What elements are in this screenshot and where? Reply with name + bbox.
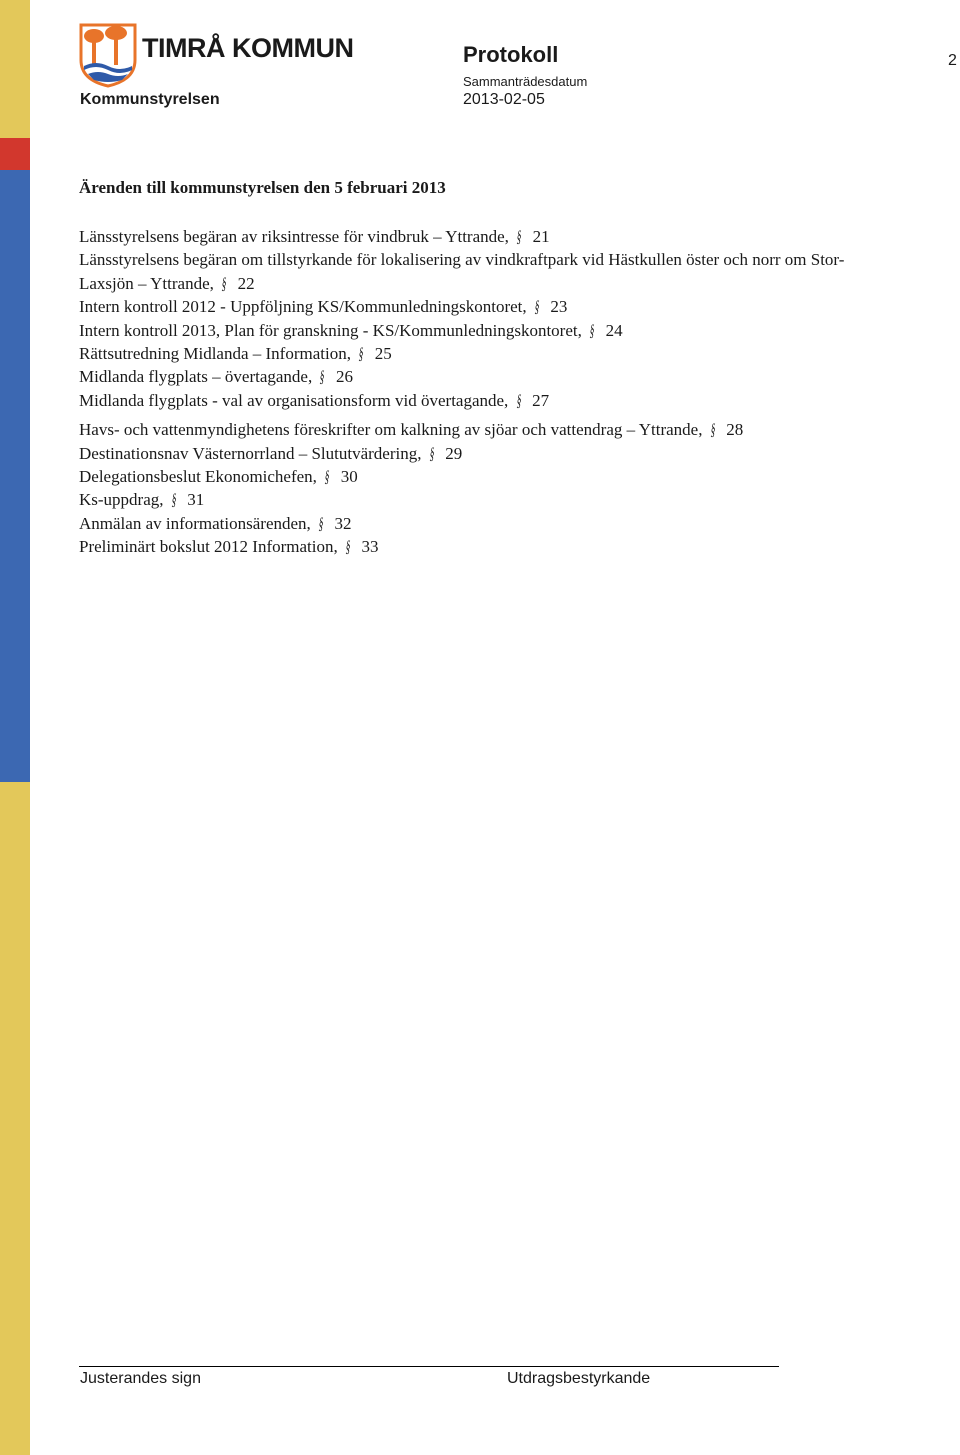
paragraph-number: 30: [340, 467, 358, 487]
agenda-item: [79, 535, 849, 558]
side-band-blue: [0, 170, 30, 782]
agenda-item-title: Havs- och vattenmyndighetens föreskrifter om kalkning av sjöar och vattendrag – Yttrande,: [79, 420, 703, 440]
paragraph-sign-icon: §: [324, 467, 331, 487]
agenda-item-title: Intern kontroll 2013, Plan för granskning - KS/Kommunledningskontoret,: [79, 320, 582, 340]
logo-text: TIMRÅ KOMMUN: [142, 33, 354, 63]
paragraph-number: 25: [374, 344, 392, 364]
meeting-date-label: Sammanträdesdatum: [463, 74, 588, 89]
paragraph-number: 22: [237, 273, 255, 293]
agenda-item-title: Länsstyrelsens begäran av riksintresse för vindbruk – Yttrande,: [79, 227, 509, 246]
agenda-item-title: Intern kontroll 2012 - Uppföljning KS/Kommunledningskontoret,: [79, 297, 527, 317]
paragraph-number: 24: [605, 320, 623, 340]
agenda-item: [79, 295, 849, 318]
agenda-item: [79, 389, 849, 412]
agenda-item: [79, 442, 849, 465]
paragraph-sign-icon: §: [317, 513, 325, 533]
agenda-item-title: Midlanda flygplats - val av organisationsform vid övertagande,: [79, 390, 509, 410]
agenda-item: [79, 465, 849, 488]
side-band-red: [0, 138, 30, 170]
agenda-item-title: Delegationsbeslut Ekonomichefen,: [79, 467, 317, 487]
agenda-item-title: Midlanda flygplats – övertagande,: [79, 367, 313, 387]
meeting-date: 2013-02-05: [463, 91, 545, 108]
agenda-item: [79, 319, 849, 342]
agenda-item: [79, 512, 849, 535]
agenda-item-title: Preliminärt bokslut 2012 Information,: [79, 537, 338, 557]
agenda-item-title: Rättsutredning Midlanda – Information,: [79, 344, 351, 364]
paragraph-sign-icon: §: [428, 443, 436, 463]
paragraph-sign-icon: §: [515, 390, 523, 410]
agenda-item: [79, 342, 849, 365]
document-title: Protokoll: [463, 42, 559, 67]
agenda-item: [79, 365, 849, 388]
agenda-item: [79, 488, 849, 511]
paragraph-number: 28: [726, 420, 744, 440]
paragraph-sign-icon: §: [170, 490, 178, 510]
coat-of-arms-icon: [78, 22, 138, 88]
signature-line: [79, 1366, 779, 1367]
agenda-item-title: Ks-uppdrag,: [79, 490, 164, 510]
paragraph-number: 31: [187, 490, 205, 510]
paragraph-number: 21: [532, 227, 550, 246]
organization-name: Kommunstyrelsen: [80, 91, 220, 108]
side-band-yellow-top: [0, 0, 30, 138]
paragraph-sign-icon: §: [533, 297, 541, 317]
agenda-item: [79, 225, 849, 248]
paragraph-sign-icon: §: [588, 320, 596, 340]
agenda-item-title: Anmälan av informationsärenden,: [79, 513, 311, 533]
agenda-list: [79, 225, 849, 559]
utdragsbestyrkande-label: Utdragsbestyrkande: [507, 1370, 651, 1387]
side-band-yellow-bottom: [0, 782, 30, 1455]
paragraph-sign-icon: §: [515, 227, 523, 246]
paragraph-number: 26: [335, 367, 353, 387]
page-number: 2: [948, 52, 957, 69]
section-heading: Ärenden till kommunstyrelsen den 5 februari 2013: [79, 178, 446, 197]
paragraph-sign-icon: §: [358, 344, 365, 364]
paragraph-number: 27: [532, 390, 550, 410]
paragraph-number: 32: [334, 513, 352, 533]
justerandes-sign-label: Justerandes sign: [80, 1370, 201, 1387]
paragraph-number: 29: [445, 443, 463, 463]
paragraph-sign-icon: §: [220, 273, 228, 293]
paragraph-sign-icon: §: [319, 367, 327, 387]
paragraph-sign-icon: §: [344, 537, 352, 557]
agenda-item-title: Länsstyrelsens begäran om tillstyrkande för lokalisering av vindkraftpark vid Hästkullen öster och norr om Stor-Laxsjön – Yttrande,: [79, 250, 845, 293]
paragraph-number: 33: [361, 537, 379, 557]
agenda-item: [79, 418, 849, 441]
agenda-item: [79, 248, 849, 295]
paragraph-number: 23: [550, 297, 568, 317]
agenda-item-title: Destinationsnav Västernorrland – Slututvärdering,: [79, 443, 422, 463]
paragraph-sign-icon: §: [709, 420, 717, 440]
